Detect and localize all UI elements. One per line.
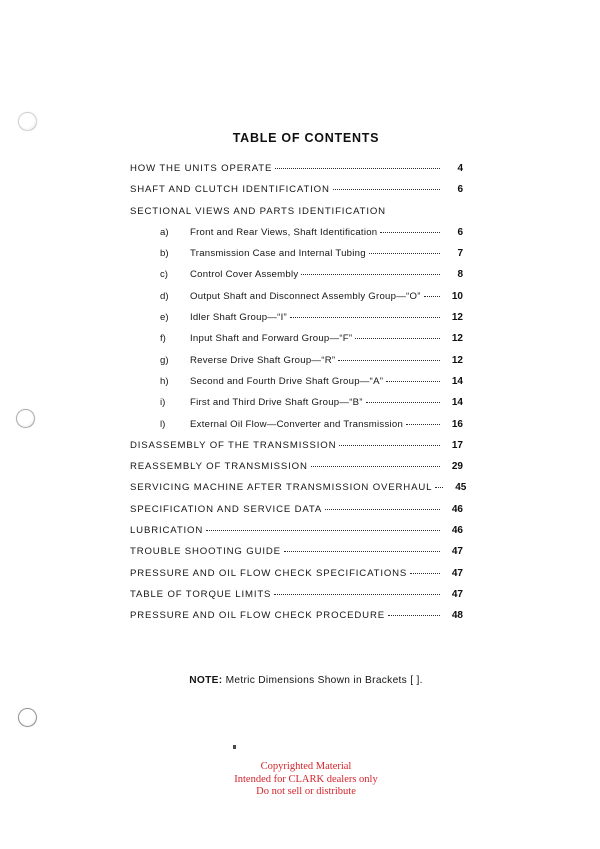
toc-entry-label: TROUBLE SHOOTING GUIDE — [130, 546, 281, 558]
table-of-contents-list — [130, 161, 467, 630]
toc-page-number: 10 — [451, 290, 463, 302]
toc-entry-label: SPECIFICATION AND SERVICE DATA — [130, 503, 323, 515]
toc-entry-label: Front and Rear Views, Shaft Identification — [190, 226, 378, 238]
toc-entry[interactable] — [130, 289, 463, 310]
toc-entry-label: HOW THE UNITS OPERATE — [130, 163, 273, 174]
toc-entry-label: TABLE OF TORQUE LIMITS — [130, 588, 272, 600]
toc-page-number: 47 — [451, 567, 463, 579]
toc-dot-leader — [369, 246, 440, 256]
toc-dot-leader — [290, 310, 440, 320]
toc-page-number: 6 — [457, 184, 463, 196]
toc-dot-leader — [355, 331, 440, 341]
toc-dot-leader — [406, 417, 440, 427]
toc-entry-label: External Oil Flow—Converter and Transmission — [190, 418, 404, 430]
copyright-stamp-line: Copyrighted Material — [260, 761, 352, 772]
toc-dot-leader — [311, 459, 440, 469]
toc-entry[interactable] — [130, 182, 463, 203]
toc-dot-leader — [410, 566, 440, 576]
toc-page-number: 12 — [451, 333, 463, 345]
toc-entry-label: Second and Fourth Drive Shaft Group—“A” — [190, 375, 384, 387]
toc-entry-marker: l) — [160, 418, 166, 430]
toc-entry-label: First and Third Drive Shaft Group—“B” — [190, 397, 363, 409]
toc-dot-leader — [325, 502, 440, 512]
binder-hole-middle — [16, 409, 35, 428]
toc-entry-label: REASSEMBLY OF TRANSMISSION — [130, 461, 308, 473]
toc-entry[interactable] — [130, 480, 467, 501]
toc-entry-marker: g) — [160, 354, 169, 366]
toc-entry-marker: e) — [160, 312, 169, 324]
toc-dot-leader — [388, 608, 440, 618]
toc-entry-label: Idler Shaft Group—“I” — [190, 312, 287, 324]
toc-entry[interactable] — [130, 608, 463, 629]
toc-entry[interactable] — [130, 417, 463, 438]
toc-entry-label: SERVICING MACHINE AFTER TRANSMISSION OVERHAUL — [130, 482, 433, 494]
toc-entry[interactable] — [130, 587, 463, 608]
toc-dot-leader — [206, 523, 440, 533]
toc-dot-leader — [435, 480, 443, 490]
toc-entry-marker: c) — [160, 269, 168, 281]
toc-entry[interactable] — [130, 331, 463, 352]
page-title: TABLE OF CONTENTS — [232, 131, 380, 145]
toc-page-number: 46 — [451, 503, 463, 515]
toc-entry-label: Output Shaft and Disconnect Assembly Group—“O” — [190, 290, 421, 302]
binder-hole-top — [18, 112, 37, 131]
toc-page-number: 12 — [451, 312, 463, 324]
toc-dot-leader — [338, 353, 440, 363]
toc-entry-label: PRESSURE AND OIL FLOW CHECK PROCEDURE — [130, 610, 385, 622]
toc-dot-leader — [366, 395, 440, 405]
toc-page-number: 48 — [451, 610, 463, 622]
copyright-stamp-line: Do not sell or distribute — [256, 786, 356, 798]
toc-page-number: 6 — [457, 226, 463, 238]
toc-dot-leader — [424, 289, 440, 299]
toc-entry[interactable] — [130, 523, 463, 544]
toc-entry[interactable] — [130, 459, 463, 480]
toc-page-number: 8 — [457, 269, 463, 281]
toc-page-number: 47 — [451, 588, 463, 600]
toc-entry-marker: f) — [160, 333, 166, 345]
toc-page-number: 17 — [451, 439, 463, 451]
metric-note-text: Metric Dimensions Shown in Brackets [ ]. — [222, 675, 423, 686]
toc-page-number: 45 — [455, 482, 467, 494]
toc-page-number: 46 — [451, 525, 463, 537]
toc-page-number: 14 — [451, 375, 463, 387]
toc-entry-label: DISASSEMBLY OF THE TRANSMISSION — [130, 439, 337, 451]
toc-entry[interactable] — [130, 544, 463, 565]
toc-entry[interactable] — [130, 204, 463, 225]
toc-page-number: 7 — [457, 248, 463, 260]
toc-entry-label: LUBRICATION — [130, 525, 204, 537]
toc-dot-leader — [284, 544, 440, 554]
toc-entry[interactable] — [130, 395, 463, 416]
toc-entry-label: PRESSURE AND OIL FLOW CHECK SPECIFICATIONS — [130, 567, 408, 579]
toc-entry-marker: d) — [160, 290, 169, 302]
toc-page-number: 16 — [451, 418, 463, 430]
toc-entry-label: Input Shaft and Forward Group—“F” — [190, 333, 353, 345]
toc-entry-label: Reverse Drive Shaft Group—“R” — [190, 354, 336, 366]
toc-entry[interactable] — [130, 374, 463, 395]
toc-entry-marker: a) — [160, 226, 169, 238]
toc-entry[interactable] — [130, 161, 463, 182]
toc-entry-marker: i) — [160, 397, 166, 409]
binder-hole-bottom — [18, 708, 37, 727]
toc-entry-marker: b) — [160, 248, 169, 260]
toc-entry-label: SECTIONAL VIEWS AND PARTS IDENTIFICATION — [130, 205, 386, 217]
toc-entry[interactable] — [130, 353, 463, 374]
toc-entry-label: SHAFT AND CLUTCH IDENTIFICATION — [130, 184, 330, 196]
toc-entry[interactable] — [130, 502, 463, 523]
copyright-stamp — [0, 761, 600, 799]
toc-dot-leader — [339, 438, 440, 448]
metric-note-lead: NOTE: — [189, 675, 223, 686]
toc-entry-label: Control Cover Assembly — [190, 269, 299, 281]
toc-page-number: 4 — [457, 163, 463, 174]
scan-speck-artifact — [233, 745, 236, 749]
toc-entry[interactable] — [130, 225, 463, 246]
toc-dot-leader — [274, 587, 440, 597]
toc-dot-leader — [380, 225, 440, 235]
toc-entry[interactable] — [130, 267, 463, 288]
toc-entry[interactable] — [130, 246, 463, 267]
toc-page-number: 12 — [451, 354, 463, 366]
metric-note — [0, 675, 600, 686]
toc-dot-leader — [301, 267, 440, 277]
toc-entry-marker: h) — [160, 375, 169, 387]
toc-page-number: 47 — [451, 546, 463, 558]
toc-entry[interactable] — [130, 438, 463, 459]
toc-entry[interactable] — [130, 310, 463, 331]
toc-entry-label: Transmission Case and Internal Tubing — [190, 248, 366, 260]
copyright-stamp-line: Intended for CLARK dealers only — [234, 773, 378, 785]
toc-dot-leader — [275, 161, 440, 171]
toc-dot-leader — [386, 374, 440, 384]
toc-page-number: 14 — [451, 397, 463, 409]
toc-dot-leader — [333, 182, 440, 192]
toc-page-number: 29 — [451, 461, 463, 473]
toc-dot-leader — [389, 204, 440, 214]
toc-entry[interactable] — [130, 566, 463, 587]
